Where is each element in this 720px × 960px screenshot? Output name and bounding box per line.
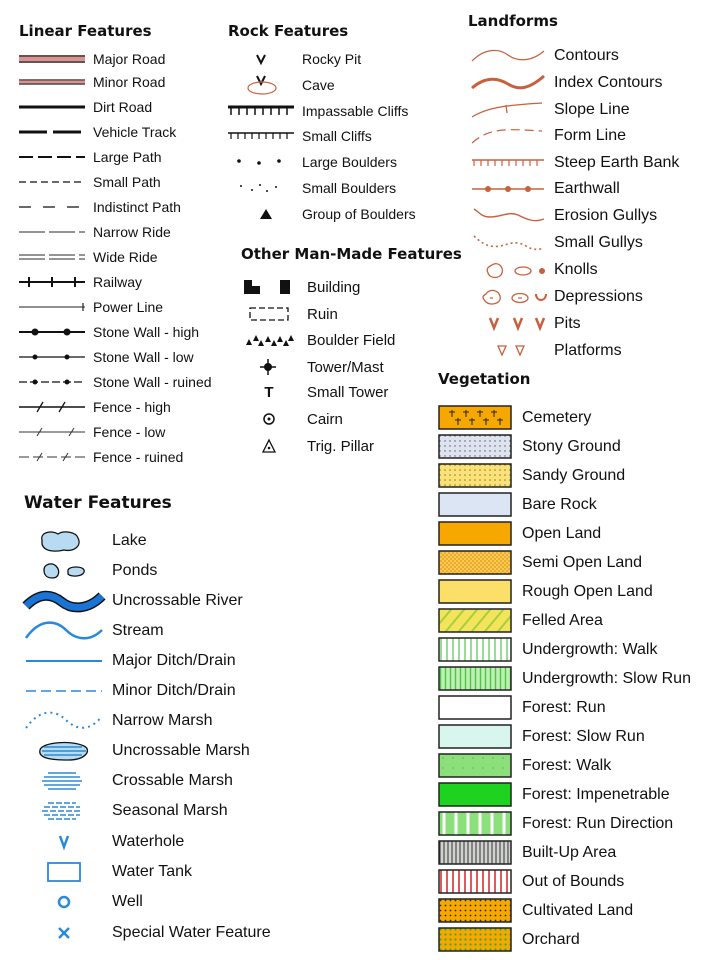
legend-label: Cave <box>302 77 335 93</box>
forest-run-swatch <box>438 695 513 720</box>
legend-open-land <box>438 521 601 546</box>
legend-ponds <box>22 558 157 584</box>
legend-stone-wall-high <box>18 324 199 340</box>
legend-dirt-road <box>18 99 152 115</box>
legend-fence-ruined <box>18 449 183 465</box>
boulder-field-symbol <box>238 331 300 349</box>
ruin-symbol <box>238 305 300 323</box>
railway-symbol <box>18 276 86 288</box>
uncrossable-river-symbol <box>22 588 106 614</box>
legend-built-up-area <box>438 840 616 865</box>
linear-features-title: Linear Features <box>19 22 152 40</box>
legend-depressions <box>468 286 643 308</box>
legend-erosion-gullys <box>468 205 657 227</box>
large-path-symbol <box>18 151 86 163</box>
legend-label: Wide Ride <box>93 249 158 265</box>
cairn-symbol <box>238 410 300 428</box>
legend-label: Forest: Impenetrable <box>522 785 670 803</box>
water-tank-symbol <box>22 859 106 885</box>
legend-label: Orchard <box>522 930 580 948</box>
legend-building <box>238 278 360 296</box>
manmade-features-title: Other Man-Made Features <box>241 245 462 263</box>
legend-label: Fence - ruined <box>93 449 184 465</box>
legend-impassable-cliffs <box>226 103 408 119</box>
trig-pillar-symbol <box>238 437 300 455</box>
legend-label: Pits <box>554 315 581 332</box>
legend-label: Narrow Marsh <box>112 712 213 729</box>
legend-label: Railway <box>93 274 143 290</box>
legend-label: Erosion Gullys <box>554 207 658 224</box>
lake-symbol <box>22 528 106 554</box>
legend-label: Rocky Pit <box>302 51 362 67</box>
legend-label: Minor Road <box>93 74 166 90</box>
legend-label: Group of Boulders <box>302 206 416 222</box>
rocky-pit-symbol <box>226 52 296 66</box>
power-line-symbol <box>18 301 86 313</box>
legend-small-cliffs <box>226 128 372 144</box>
legend-cultivated-land <box>438 898 633 923</box>
open-land-swatch <box>438 521 513 546</box>
legend-label: Uncrossable River <box>112 592 243 609</box>
uncrossable-marsh-symbol <box>22 738 106 764</box>
forest-impenetrable-swatch <box>438 782 513 807</box>
group-of-boulders-symbol <box>226 207 296 221</box>
narrow-ride-symbol <box>18 226 86 238</box>
water-features-title: Water Features <box>24 493 172 513</box>
legend-label: Platforms <box>554 342 622 359</box>
stream-symbol <box>22 618 106 644</box>
fence-low-symbol <box>18 426 86 438</box>
small-path-symbol <box>18 176 86 188</box>
legend-label: Boulder Field <box>307 331 396 349</box>
legend-label: Earthwall <box>554 180 620 197</box>
rock-features-title: Rock Features <box>228 22 349 40</box>
well-symbol <box>22 889 106 915</box>
stony-ground-swatch <box>438 434 513 459</box>
legend-forest-run <box>438 695 606 720</box>
legend-label: Form Line <box>554 127 627 144</box>
legend-water-tank <box>22 859 192 885</box>
legend-crossable-marsh <box>22 768 233 794</box>
legend-label: Waterhole <box>112 833 185 850</box>
legend-label: Knolls <box>554 261 598 278</box>
legend-label: Trig. Pillar <box>307 437 374 455</box>
legend-wide-ride <box>18 249 158 265</box>
vegetation-title: Vegetation <box>438 370 531 388</box>
bare-rock-swatch <box>438 492 513 517</box>
orchard-swatch <box>438 927 513 952</box>
legend-label: Dirt Road <box>93 99 153 115</box>
rough-open-land-swatch <box>438 579 513 604</box>
undergrowth-slow-run-swatch <box>438 666 513 691</box>
small-gullys-symbol <box>468 232 548 254</box>
legend-label: Stone Wall - low <box>93 349 194 365</box>
sandy-ground-swatch <box>438 463 513 488</box>
knolls-symbol <box>468 259 548 281</box>
legend-label: Small Cliffs <box>302 128 372 144</box>
platforms-symbol <box>468 340 548 362</box>
index-contours-symbol <box>468 72 548 94</box>
legend-felled-area <box>438 608 603 633</box>
legend-label: Bare Rock <box>522 495 597 513</box>
contours-symbol <box>468 45 548 67</box>
forest-walk-swatch <box>438 753 513 778</box>
legend-label: Rough Open Land <box>522 582 653 600</box>
landforms-title: Landforms <box>468 12 558 30</box>
legend-cave <box>226 74 335 96</box>
legend-label: Fence - low <box>93 424 166 440</box>
crossable-marsh-symbol <box>22 768 106 794</box>
legend-label: Cultivated Land <box>522 901 634 919</box>
small-tower-symbol: T <box>264 384 274 401</box>
legend-label: Major Road <box>93 51 166 67</box>
legend-label: Power Line <box>93 299 164 315</box>
legend-label: Lake <box>112 532 147 549</box>
legend-label: Semi Open Land <box>522 553 643 571</box>
legend-minor-road <box>18 74 165 90</box>
legend-seasonal-marsh <box>22 798 228 824</box>
legend-label: Uncrossable Marsh <box>112 742 250 759</box>
earthwall-symbol <box>468 178 548 200</box>
building-symbol <box>238 278 300 296</box>
legend-label: Seasonal Marsh <box>112 802 228 819</box>
legend-label: Crossable Marsh <box>112 772 233 789</box>
legend-earthwall <box>468 178 620 200</box>
legend-label: Large Boulders <box>302 154 397 170</box>
undergrowth-walk-swatch <box>438 637 513 662</box>
legend-form-line <box>468 125 626 147</box>
impassable-cliffs-symbol <box>226 104 296 118</box>
legend-label: Narrow Ride <box>93 224 171 240</box>
legend-label: Building <box>307 278 361 296</box>
legend-large-path <box>18 149 162 165</box>
form-line-symbol <box>468 125 548 147</box>
legend-steep-earth-bank <box>468 152 679 174</box>
felled-area-swatch <box>438 608 513 633</box>
slope-line-symbol <box>468 99 548 121</box>
legend-special-water-feature <box>22 920 271 946</box>
legend-pits <box>468 313 581 335</box>
legend-narrow-marsh <box>22 708 212 734</box>
legend-label: Open Land <box>522 524 602 542</box>
legend-label: Stone Wall - high <box>93 324 200 340</box>
legend-fence-low <box>18 424 165 440</box>
legend-trig-pillar <box>238 437 374 455</box>
major-ditch-symbol <box>22 648 106 674</box>
legend-boulder-field <box>238 331 395 349</box>
tower-mast-symbol <box>238 358 300 376</box>
legend-label: Depressions <box>554 288 643 305</box>
stone-wall-low-symbol <box>18 351 86 363</box>
small-cliffs-symbol <box>226 129 296 143</box>
legend-label: Large Path <box>93 149 162 165</box>
legend-cairn <box>238 410 343 428</box>
legend-label: Special Water Feature <box>112 924 271 941</box>
legend-label: Impassable Cliffs <box>302 103 409 119</box>
legend-label: Forest: Walk <box>522 756 612 774</box>
legend-fence-high <box>18 399 171 415</box>
legend-tower-mast <box>238 358 384 376</box>
ponds-symbol <box>22 558 106 584</box>
legend-label: Steep Earth Bank <box>554 154 680 171</box>
legend-waterhole <box>22 829 184 855</box>
forest-run-direction-swatch <box>438 811 513 836</box>
legend-stony-ground <box>438 434 621 459</box>
legend-large-boulders <box>226 154 397 170</box>
cave-symbol <box>226 74 296 96</box>
legend-label: Index Contours <box>554 74 663 91</box>
legend-knolls <box>468 259 598 281</box>
legend-uncrossable-river <box>22 588 243 614</box>
legend-label: Out of Bounds <box>522 872 625 890</box>
small-boulders-symbol <box>226 181 296 195</box>
legend-stream <box>22 618 164 644</box>
out-of-bounds-swatch <box>438 869 513 894</box>
waterhole-symbol <box>22 829 106 855</box>
legend-railway <box>18 274 142 290</box>
legend-small-path <box>18 174 161 190</box>
legend-power-line <box>18 299 163 315</box>
legend-label: Built-Up Area <box>522 843 617 861</box>
semi-open-land-swatch <box>438 550 513 575</box>
legend-forest-run-direction <box>438 811 673 836</box>
legend-narrow-ride <box>18 224 171 240</box>
legend-rough-open-land <box>438 579 653 604</box>
depressions-symbol <box>468 286 548 308</box>
legend-group-of-boulders <box>226 206 416 222</box>
legend-label: Major Ditch/Drain <box>112 652 236 669</box>
steep-earth-bank-symbol <box>468 152 548 174</box>
fence-high-symbol <box>18 401 86 413</box>
legend-label: Water Tank <box>112 863 193 880</box>
legend-label: Minor Ditch/Drain <box>112 682 236 699</box>
legend-uncrossable-marsh <box>22 738 250 764</box>
legend-label: Slope Line <box>554 101 630 118</box>
legend-well <box>22 889 143 915</box>
legend-label: Contours <box>554 47 619 64</box>
legend-label: Small Tower <box>307 384 389 401</box>
stone-wall-ruined-symbol <box>18 376 86 388</box>
legend-indistinct-path <box>18 199 181 215</box>
legend-undergrowth-walk <box>438 637 657 662</box>
forest-slow-run-swatch <box>438 724 513 749</box>
minor-road-symbol <box>18 76 86 88</box>
legend-undergrowth-slow-run <box>438 666 691 691</box>
legend-forest-walk <box>438 753 611 778</box>
cemetery-swatch <box>438 405 513 430</box>
legend-label: Vehicle Track <box>93 124 177 140</box>
legend-label: Cairn <box>307 410 343 428</box>
cultivated-land-swatch <box>438 898 513 923</box>
legend-minor-ditch <box>22 678 236 704</box>
legend-label: Ponds <box>112 562 158 579</box>
large-boulders-symbol <box>226 155 296 169</box>
fence-ruined-symbol <box>18 451 86 463</box>
legend-major-ditch <box>22 648 236 674</box>
legend-label: Fence - high <box>93 399 171 415</box>
legend-label: Small Gullys <box>554 234 643 251</box>
legend-label: Stream <box>112 622 164 639</box>
wide-ride-symbol <box>18 251 86 263</box>
legend-small-gullys <box>468 232 643 254</box>
legend-label: Tower/Mast <box>307 358 384 376</box>
legend-label: Cemetery <box>522 408 592 426</box>
legend-cemetery <box>438 405 591 430</box>
built-up-area-swatch <box>438 840 513 865</box>
legend-label: Stone Wall - ruined <box>93 374 212 390</box>
legend-semi-open-land <box>438 550 642 575</box>
legend-label: Ruin <box>307 305 338 323</box>
seasonal-marsh-symbol <box>22 798 106 824</box>
minor-ditch-symbol <box>22 678 106 704</box>
legend-label: Small Path <box>93 174 161 190</box>
legend-forest-impenetrable <box>438 782 670 807</box>
legend-orchard <box>438 927 580 952</box>
legend-label: Forest: Run <box>522 698 606 716</box>
stone-wall-high-symbol <box>18 326 86 338</box>
legend-ruin <box>238 305 338 323</box>
legend-label: Undergrowth: Slow Run <box>522 669 691 687</box>
legend-contours <box>468 45 619 67</box>
legend-index-contours <box>468 72 663 94</box>
legend-rocky-pit <box>226 51 361 67</box>
legend-label: Well <box>112 893 143 910</box>
legend-slope-line <box>468 99 630 121</box>
legend-small-tower <box>238 384 388 401</box>
legend-vehicle-track <box>18 124 176 140</box>
legend-small-boulders <box>226 180 396 196</box>
special-water-feature-symbol <box>22 920 106 946</box>
legend-forest-slow-run <box>438 724 645 749</box>
narrow-marsh-symbol <box>22 708 106 734</box>
legend-platforms <box>468 340 622 362</box>
legend-major-road <box>18 51 165 67</box>
legend-label: Forest: Slow Run <box>522 727 645 745</box>
legend-label: Sandy Ground <box>522 466 626 484</box>
legend-label: Felled Area <box>522 611 603 629</box>
legend-lake <box>22 528 147 554</box>
legend-bare-rock <box>438 492 597 517</box>
legend-label: Stony Ground <box>522 437 621 455</box>
legend-stone-wall-low <box>18 349 194 365</box>
legend-label: Small Boulders <box>302 180 397 196</box>
erosion-gullys-symbol <box>468 205 548 227</box>
legend-stone-wall-ruined <box>18 374 212 390</box>
legend-sandy-ground <box>438 463 625 488</box>
indistinct-path-symbol <box>18 201 86 213</box>
legend-label: Indistinct Path <box>93 199 181 215</box>
dirt-road-symbol <box>18 101 86 113</box>
legend-label: Undergrowth: Walk <box>522 640 658 658</box>
legend-out-of-bounds <box>438 869 624 894</box>
vehicle-track-symbol <box>18 126 86 138</box>
pits-symbol <box>468 313 548 335</box>
legend-label: Forest: Run Direction <box>522 814 674 832</box>
major-road-symbol <box>18 53 86 65</box>
